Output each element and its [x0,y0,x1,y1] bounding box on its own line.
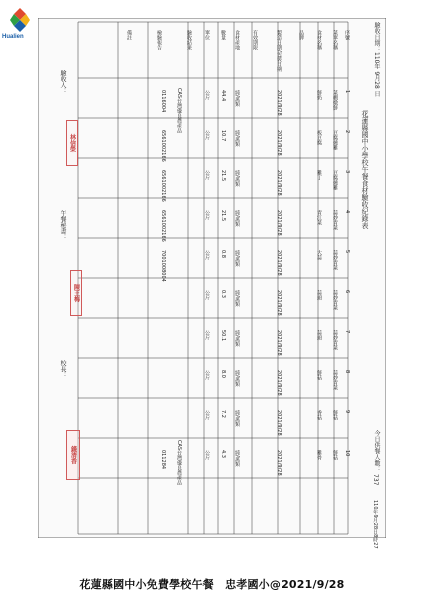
stamp-inspector: 林信榮 [66,120,78,166]
column-header: 序號 [344,30,350,40]
table-cell-origin: 純/禽類 [234,410,240,427]
table-cell-origin: 純/禽類 [234,210,240,227]
table-cell-item: 雞丁 [316,170,322,180]
table-cell-no: 9 [344,410,350,414]
table-cell-origin: 純/禽類 [234,330,240,347]
table-cell-item: 鮮奶 [316,90,322,100]
report-id: 6561002166 [160,130,166,162]
table-cell-qty: 10.7 [220,130,226,142]
table-cell-item: 蒜頭 [316,290,322,300]
table-cell-item: 大蒜 [316,250,322,260]
table-cell-qty: 21.5 [220,170,226,182]
kitchen-label: 午餐秘書： [59,210,66,240]
table-cell-origin: 純/禽類 [234,130,240,147]
stamp-kitchen: 陳王梅 [70,270,82,316]
table-cell-menu: 豆腐燒雞 [332,170,338,190]
table-cell-qty: 7.2 [220,410,226,418]
table-cell-unit: 公斤 [204,450,210,460]
table-cell-date: 2021/9/28 [276,170,282,196]
table-cell-origin: 純/禽類 [234,450,240,467]
table-cell-menu: 蒜炒青菜 [332,250,338,270]
table-cell-unit: 公斤 [204,170,210,180]
table-cell-item: 鮮菇 [316,370,322,380]
table-cell-no: 8 [344,370,350,374]
print-time: 110年9月28日8時27 [372,500,378,549]
table-cell-item: 雞骨 [316,450,322,460]
table-cell-unit: 公斤 [204,250,210,260]
stamp-principal: 錢清香 [66,430,80,480]
table-cell-date: 2021/9/28 [276,130,282,156]
cas-note: CAS台灣優良農產品 [176,440,182,486]
table-cell-date: 2021/9/28 [276,290,282,316]
table-cell-item: 蒜頭 [316,330,322,340]
table-cell-origin: 純/禽類 [234,290,240,307]
table-cell-menu: 蒜炒青菜 [332,370,338,390]
table-cell-qty: 0.8 [220,250,226,258]
table-cell-unit: 公斤 [204,130,210,140]
report-id: 011284 [160,450,166,470]
table-cell-qty: 0.3 [220,290,226,298]
form-title: 花蓮縣國中小學校午餐食材驗收紀錄表 [361,110,369,229]
column-header: 製造日期/包裝日期 [276,30,282,72]
table-cell-origin: 純/禽類 [234,370,240,387]
table-cell-no: 5 [344,250,350,254]
column-header: 品牌 [298,30,304,40]
table-cell-unit: 公斤 [204,210,210,220]
table-cell-qty: 44.4 [220,90,226,102]
table-cell-date: 2021/9/28 [276,370,282,396]
table-cell-no: 6 [344,290,350,294]
table-cell-unit: 公斤 [204,370,210,380]
column-header: 有效期限 [252,30,258,50]
cas-note: CAS台灣優良農產品 [176,88,182,134]
table-cell-menu: 菜棚燉鮮 [332,90,338,110]
table-cell-no: 10 [344,450,350,457]
table-cell-date: 2021/9/28 [276,330,282,356]
column-header: 食材名稱 [316,30,322,50]
table-cell-no: 2 [344,130,350,134]
table-cell-date: 2021/9/28 [276,90,282,116]
table-cell-date: 2021/9/28 [276,210,282,236]
table-cell-origin: 純/禽類 [234,90,240,107]
table-cell-no: 3 [344,170,350,174]
column-header: 食材產地 [234,30,240,50]
table-cell-date: 2021/9/28 [276,450,282,476]
table-cell-item: 青江菜 [316,210,322,225]
column-header: 檢驗報告 [156,30,162,50]
table-cell-qty: 50.1 [220,330,226,342]
table-cell-menu: 蒜炒青菜 [332,290,338,310]
table-cell-origin: 純/禽類 [234,250,240,267]
report-id: 7001008004 [160,250,166,282]
table-cell-date: 2021/9/28 [276,410,282,436]
table-cell-qty: 8.0 [220,370,226,378]
report-id: 0116004 [160,90,166,113]
table-cell-unit: 公斤 [204,290,210,300]
table-cell-no: 4 [344,210,350,214]
column-header: 備註 [126,30,132,40]
table-cell-menu: 鮮菇 [332,410,338,420]
table-cell-no: 1 [344,90,350,94]
daily-count-value: 737 [372,474,379,486]
report-id: 6561002166 [160,170,166,202]
column-header: 單位 [204,30,210,40]
report-id: 6561002166 [160,210,166,242]
table-cell-unit: 公斤 [204,410,210,420]
table-cell-menu: 豆腐燒雞 [332,130,338,150]
table-cell-menu: 蒜炒青菜 [332,210,338,230]
table-cell-origin: 純/禽類 [234,170,240,187]
inspection-date: 驗收日期：110年 9月28 日 [373,22,380,97]
table-cell-unit: 公斤 [204,330,210,340]
table-cell-date: 2021/9/28 [276,250,282,276]
table-cell-no: 7 [344,330,350,334]
brand-name: Hualien [2,34,24,40]
table-cell-menu: 鮮菇 [332,450,338,460]
principal-label: 校長： [59,360,66,378]
page-caption: 花蓮縣國中小免費學校午餐 忠孝國小@2021/9/28 [79,578,345,591]
column-header: 菜單名稱 [332,30,338,50]
column-header: 驗收結果 [186,30,192,50]
daily-count-label: 今日供餐人數： [373,430,380,472]
table-cell-qty: 21.5 [220,210,226,222]
table-cell-unit: 公斤 [204,90,210,100]
table-cell-menu: 蒜炒青菜 [332,330,338,350]
table-cell-qty: 4.3 [220,450,226,458]
inspector-label: 驗收人： [59,70,66,94]
table-cell-item: 香菇 [316,410,322,420]
column-header: 數量 [220,30,226,40]
table-cell-item: 板豆腐 [316,130,322,145]
